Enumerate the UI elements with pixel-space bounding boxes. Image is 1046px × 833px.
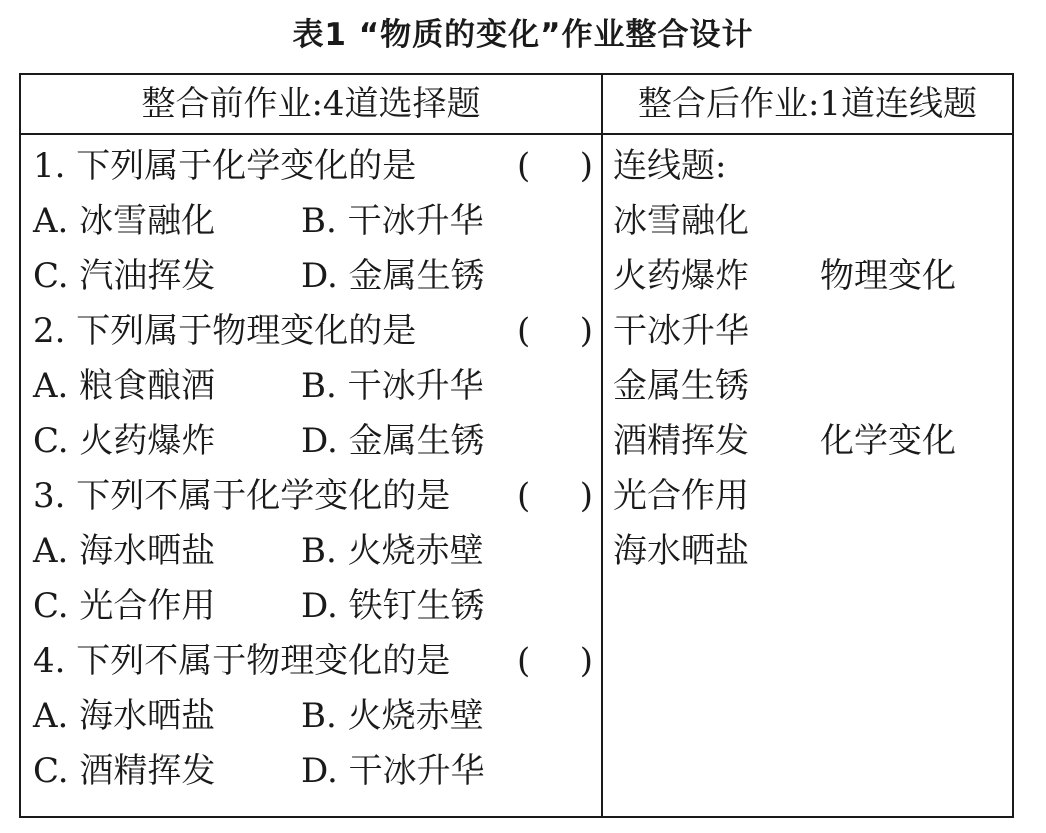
paren-close: ) <box>579 311 593 351</box>
question-2-option-b: B. 干冰升华 <box>301 366 484 406</box>
matching-item: 光合作用 <box>613 476 749 516</box>
matching-item: 酒精挥发 <box>613 421 749 461</box>
question-1-option-b: B. 干冰升华 <box>301 201 484 241</box>
question-4-answer-blank <box>517 634 593 689</box>
header-after-integration: 整合后作业:1道连线题 <box>637 84 978 124</box>
question-3-answer-blank <box>517 469 593 524</box>
question-4-option-c: C. 酒精挥发 <box>33 751 216 791</box>
question-2-answer-blank <box>517 304 593 359</box>
paren-close: ) <box>579 476 593 516</box>
question-2-stem: 2. 下列属于物理变化的是 <box>33 311 417 351</box>
question-4-option-b: B. 火烧赤壁 <box>301 696 484 736</box>
paren-close: ) <box>579 146 593 186</box>
homework-table <box>19 73 1014 818</box>
matching-item: 火药爆炸 <box>613 256 749 296</box>
table-caption: 表1 “物质的变化”作业整合设计 <box>292 17 754 53</box>
paren-open: ( <box>517 146 531 186</box>
header-before-integration: 整合前作业:4道选择题 <box>141 84 481 124</box>
matching-item: 海水晒盐 <box>613 531 749 571</box>
question-2-option-c: C. 火药爆炸 <box>33 421 216 461</box>
paren-open: ( <box>517 311 531 351</box>
question-1-answer-blank <box>517 139 593 194</box>
question-1-option-a: A. 冰雪融化 <box>33 201 216 241</box>
matching-title: 连线题: <box>613 146 727 186</box>
question-3-option-b: B. 火烧赤壁 <box>301 531 484 571</box>
question-2-option-d: D. 金属生锈 <box>301 421 485 461</box>
matching-category-chemical: 化学变化 <box>820 421 956 461</box>
question-1-option-c: C. 汽油挥发 <box>33 256 216 296</box>
header-divider <box>21 133 1012 135</box>
question-4-option-a: A. 海水晒盐 <box>33 696 216 736</box>
matching-item: 金属生锈 <box>613 366 749 406</box>
question-1-option-d: D. 金属生锈 <box>301 256 485 296</box>
paren-close: ) <box>579 641 593 681</box>
question-3-option-a: A. 海水晒盐 <box>33 531 216 571</box>
question-1-stem: 1. 下列属于化学变化的是 <box>33 146 417 186</box>
question-4-option-d: D. 干冰升华 <box>301 751 485 791</box>
matching-category-physical: 物理变化 <box>820 256 956 296</box>
question-3-option-c: C. 光合作用 <box>33 586 216 626</box>
paren-open: ( <box>517 641 531 681</box>
question-4-stem: 4. 下列不属于物理变化的是 <box>33 641 451 681</box>
column-divider <box>601 75 603 816</box>
matching-item: 冰雪融化 <box>613 201 749 241</box>
question-2-option-a: A. 粮食酿酒 <box>33 366 216 406</box>
question-3-stem: 3. 下列不属于化学变化的是 <box>33 476 451 516</box>
matching-item: 干冰升华 <box>613 311 749 351</box>
paren-open: ( <box>517 476 531 516</box>
question-3-option-d: D. 铁钉生锈 <box>301 586 485 626</box>
